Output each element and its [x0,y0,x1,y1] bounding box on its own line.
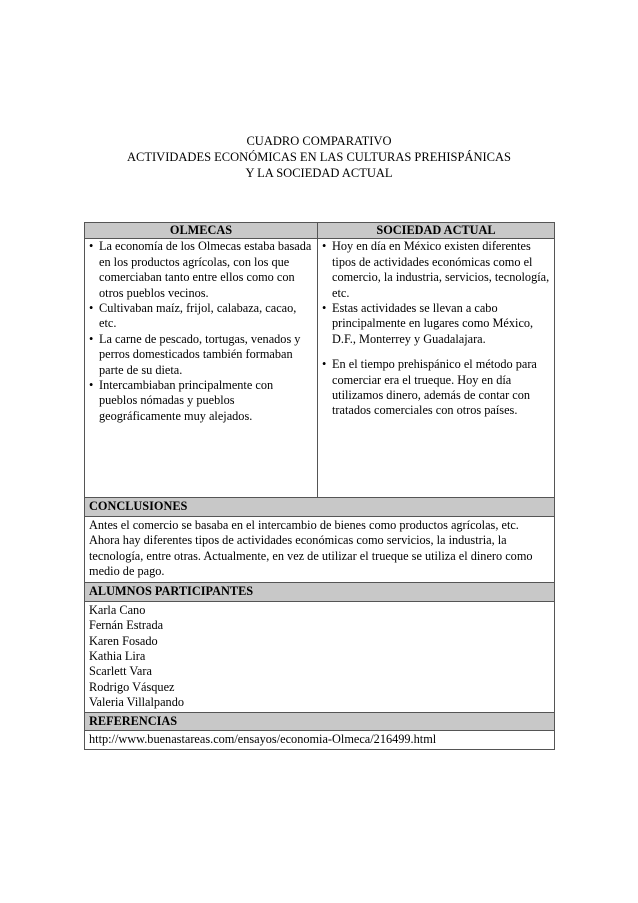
olmecas-item: • Intercambiaban principalmente con pueblos nómadas y pueblos geográficamente muy alejados. [89,378,313,424]
conclusiones-text: Antes el comercio se basaba en el intercambio de bienes como productos agrícolas, etc. Ahora hay diferentes tipos de actividades económicas como servicios, la industria, la tecnología, entre otras. Actualmente, en vez de utilizar el trueque se utiliza el dinero como medio de pago. [85,516,555,583]
title-line-1: CUADRO COMPARATIVO [246,134,392,148]
actual-item: • En el tiempo prehispánico el método para comerciar era el trueque. Hoy en día utilizamos dinero, además de contar con tratados comerciales con otros países. [322,357,550,419]
sociedad-actual-cell [318,239,555,498]
olmecas-item: • La economía de los Olmecas estaba basada en los productos agrícolas, con los que comerciaban tanto entre ellos como con otros pueblos vecinos. [89,239,313,301]
title-line-2: ACTIVIDADES ECONÓMICAS EN LAS CULTURAS PREHISPÁNICAS [127,150,511,164]
alumno-name: Kathia Lira [89,649,146,664]
actual-item: • Estas actividades se llevan a cabo principalmente en lugares como México, D.F., Monterrey y Guadalajara. [322,301,550,347]
conclusiones-header: CONCLUSIONES [85,498,555,516]
actual-item: • Hoy en día en México existen diferentes tipos de actividades económicas como el comercio, la industria, servicios, tecnología, etc. [322,239,550,301]
alumnos-header: ALUMNOS PARTICIPANTES [85,583,555,601]
alumno-name: Fernán Estrada [89,618,164,633]
alumnos-list [85,601,555,712]
alumno-name: Valeria Villalpando [89,695,184,710]
alumno-name: Karen Fosado [89,633,158,648]
alumno-name: Rodrigo Vásquez [89,679,175,694]
olmecas-list [89,239,313,424]
alumno-name: Karla Cano [89,602,146,617]
olmecas-item: • La carne de pescado, tortugas, venados y perros domesticados también formaban parte de su dieta. [89,332,313,378]
referencias-link[interactable]: http://www.buenastareas.com/ensayos/economia-Olmeca/216499.html [85,731,555,749]
referencias-header: REFERENCIAS [85,712,555,730]
olmecas-header: OLMECAS [85,223,318,239]
document-title [0,133,638,181]
sociedad-actual-header: SOCIEDAD ACTUAL [318,223,555,239]
comparison-table [84,222,555,750]
olmecas-item: • Cultivaban maíz, frijol, calabaza, cacao, etc. [89,301,313,332]
title-line-3: Y LA SOCIEDAD ACTUAL [245,166,393,180]
olmecas-cell [85,239,318,498]
alumno-name: Scarlett Vara [89,664,152,679]
sociedad-actual-list [322,239,550,418]
